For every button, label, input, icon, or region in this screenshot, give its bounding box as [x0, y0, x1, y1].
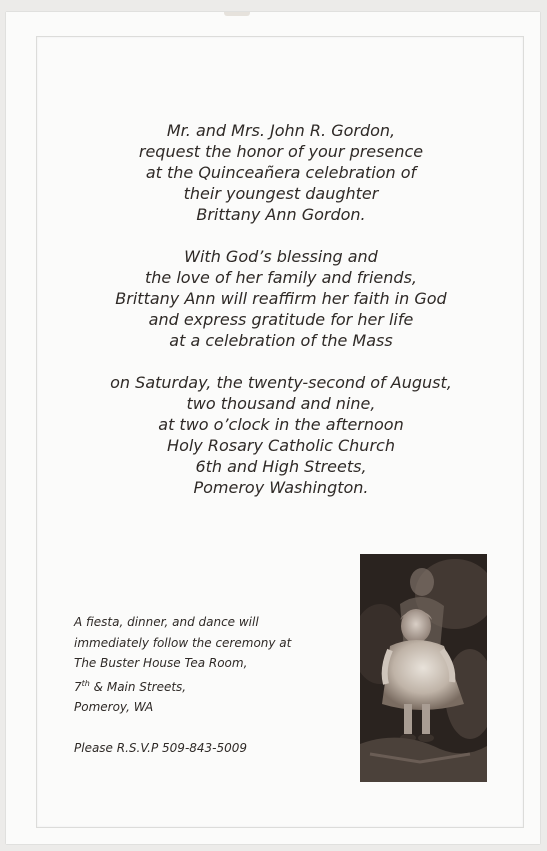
text-line: request the honor of your presence: [138, 142, 424, 161]
invitation-paragraph-hosts: [46, 120, 516, 225]
card-notch: [224, 12, 250, 16]
reception-line: immediately follow the ceremony at: [74, 635, 292, 650]
portrait-photo: [360, 554, 487, 782]
text-line: Pomeroy Washington.: [193, 478, 369, 497]
invitation-card: [6, 12, 540, 844]
text-line: the love of her family and friends,: [144, 268, 417, 287]
text-line: Brittany Ann will reaffirm her faith in God: [115, 289, 447, 308]
street-number: 7: [74, 679, 82, 694]
text-line: Mr. and Mrs. John R. Gordon,: [166, 121, 396, 140]
invitation-text: [46, 120, 516, 498]
photo-illustration: [360, 554, 487, 782]
reception-city: Pomeroy, WA: [74, 700, 154, 714]
text-line: their youngest daughter: [183, 184, 379, 203]
reception-street: [74, 674, 344, 698]
text-line: With God’s blessing and: [184, 247, 378, 266]
text-line: at the Quinceañera celebration of: [145, 163, 417, 182]
reception-line: A fiesta, dinner, and dance will: [74, 615, 259, 629]
text-line: Brittany Ann Gordon.: [196, 205, 366, 224]
text-line: 6th and High Streets,: [195, 457, 367, 476]
rsvp-line: Please R.S.V.P 509-843-5009: [74, 741, 248, 755]
reception-details: [74, 612, 344, 759]
street-rest: & Main Streets,: [89, 679, 187, 694]
text-line: at two o’clock in the afternoon: [158, 415, 404, 434]
reception-line: The Buster House Tea Room,: [74, 656, 248, 670]
invitation-paragraph-details: [46, 372, 516, 498]
street-ordinal: th: [81, 678, 90, 688]
text-line: and express gratitude for her life: [148, 310, 414, 329]
text-line: two thousand and nine,: [186, 394, 376, 413]
text-line: at a celebration of the Mass: [169, 331, 393, 350]
text-line: on Saturday, the twenty-second of August,: [110, 373, 452, 392]
invitation-paragraph-blessing: [46, 246, 516, 351]
text-line: Holy Rosary Catholic Church: [167, 436, 395, 455]
